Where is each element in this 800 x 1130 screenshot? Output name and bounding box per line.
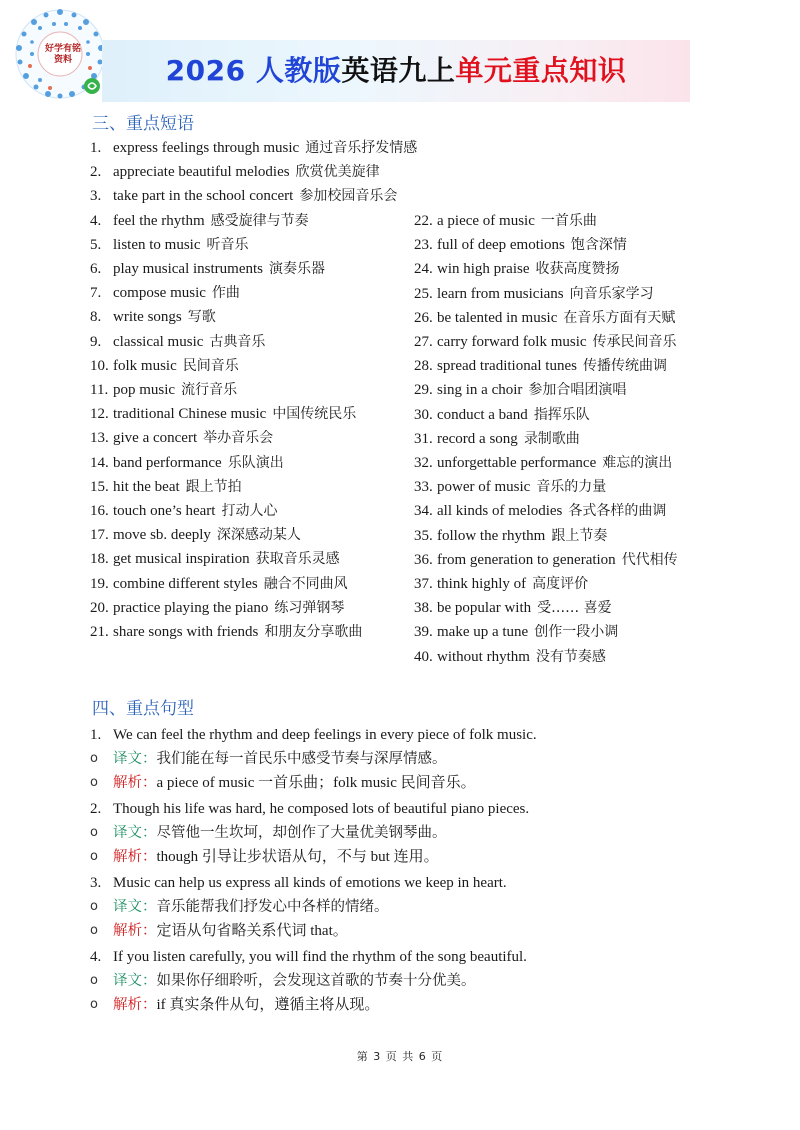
phrase-text	[113, 188, 397, 204]
phrase-text	[437, 503, 666, 519]
phrase-english: feel the rhythm	[113, 212, 205, 229]
phrase-item	[414, 427, 734, 451]
phrase-english: carry forward folk music	[437, 334, 587, 351]
phrase-chinese: 听音乐	[206, 236, 249, 253]
phrase-item	[90, 426, 400, 450]
phrase-number: 4.	[90, 212, 102, 229]
phrase-number: 8.	[90, 309, 102, 326]
sentence-number: 4.	[90, 949, 102, 965]
phrase-number: 29.	[414, 382, 433, 399]
phrase-item	[90, 209, 400, 233]
phrase-text	[113, 164, 380, 180]
phrase-item	[90, 160, 400, 184]
phrase-chinese: 写歌	[187, 309, 216, 326]
phrase-number: 35.	[414, 527, 433, 544]
phrase-item	[90, 257, 400, 281]
sentence-block	[90, 798, 730, 869]
phrase-number: 31.	[414, 430, 433, 447]
translation-line	[90, 895, 730, 919]
analysis-label: 解析：	[113, 923, 157, 939]
phrase-number: 40.	[414, 648, 433, 665]
phrase-english: all kinds of melodies	[437, 503, 563, 520]
phrase-item	[90, 499, 400, 523]
phrase-chinese: 录制歌曲	[523, 430, 580, 447]
phrase-item	[414, 354, 734, 378]
phrase-text	[113, 140, 417, 156]
phrase-english: be popular with	[437, 600, 532, 617]
phrase-number: 22.	[414, 213, 433, 229]
phrase-text	[437, 213, 597, 229]
phrase-text	[113, 527, 301, 543]
phrase-chinese: 高度评价	[532, 576, 589, 593]
analysis-label: 解析：	[113, 849, 157, 865]
phrase-chinese: 演奏乐器	[268, 261, 325, 278]
analysis-text: 定语从句省略关系代词 that。	[156, 923, 348, 939]
translation-line	[90, 969, 730, 993]
phrase-text	[113, 503, 277, 519]
phrase-text	[437, 237, 627, 253]
phrase-text	[113, 334, 265, 350]
translation-text: 音乐能帮我们抒发心中各样的情绪。	[156, 899, 389, 915]
phrase-english: listen to music	[113, 236, 201, 253]
phrase-text	[113, 358, 239, 374]
title-publisher: 人教版	[255, 54, 342, 87]
phrase-english: think highly of	[437, 576, 527, 593]
bullet-marker: o	[90, 923, 98, 938]
phrase-chinese: 跟上节奏	[551, 527, 608, 544]
phrase-english: unforgettable performance	[437, 455, 597, 472]
phrase-english: appreciate beautiful melodies	[113, 164, 290, 181]
phrase-item	[90, 330, 400, 354]
phrase-chinese: 作曲	[211, 285, 240, 302]
phrase-chinese: 深深感动某人	[216, 527, 301, 544]
phrase-text	[437, 455, 672, 471]
phrase-text	[113, 382, 237, 398]
phrase-text	[437, 310, 675, 326]
phrase-chinese: 在音乐方面有天赋	[563, 309, 676, 326]
phrase-number: 26.	[414, 309, 433, 326]
bullet-marker: o	[90, 849, 98, 864]
phrase-chinese: 通过音乐抒发情感	[305, 140, 418, 156]
phrase-number: 12.	[90, 406, 109, 423]
phrase-text	[437, 261, 619, 277]
phrase-chinese: 中国传统民乐	[272, 406, 357, 423]
phrase-text	[437, 479, 606, 495]
phrase-english: from generation to generation	[437, 551, 616, 568]
phrase-english: band performance	[113, 454, 222, 471]
phrase-number: 2.	[90, 164, 102, 181]
phrase-chinese: 民间音乐	[182, 357, 239, 374]
phrase-english: follow the rhythm	[437, 527, 546, 544]
phrase-number: 28.	[414, 358, 433, 375]
sentence-english	[90, 872, 730, 895]
phrase-english: hit the beat	[113, 478, 180, 495]
phrase-item	[90, 136, 418, 160]
phrase-number: 1.	[90, 140, 102, 156]
phrase-english: combine different styles	[113, 575, 258, 592]
phrase-item	[90, 451, 400, 475]
phrase-item	[414, 524, 734, 548]
phrase-number: 16.	[90, 503, 109, 520]
phrase-item	[414, 378, 734, 402]
section-heading-sentences: 四、重点句型	[92, 699, 194, 719]
bullet-marker: o	[90, 751, 98, 766]
phrase-item	[90, 305, 400, 329]
phrase-text	[113, 261, 325, 277]
analysis-label: 解析：	[113, 775, 157, 791]
sentence-number: 1.	[90, 727, 102, 743]
phrase-chinese: 受…… 喜爱	[537, 600, 612, 617]
phrase-english: make up a tune	[437, 624, 529, 641]
phrase-chinese: 参加校园音乐会	[299, 188, 398, 205]
phrase-english: classical music	[113, 333, 204, 350]
phrase-item	[414, 209, 734, 233]
phrase-number: 18.	[90, 551, 109, 568]
phrase-number: 30.	[414, 406, 433, 423]
phrase-item	[414, 233, 734, 257]
logo-text-line2: 资料	[53, 55, 72, 65]
phrase-english: take part in the school concert	[113, 188, 294, 205]
phrase-text	[113, 213, 309, 229]
phrase-chinese: 一首乐曲	[540, 213, 597, 229]
bullet-marker: o	[90, 825, 98, 840]
phrase-text	[113, 600, 344, 616]
phrase-chinese: 传承民间音乐	[592, 334, 677, 351]
phrase-text	[113, 309, 216, 325]
phrase-text	[437, 334, 677, 350]
phrase-list-left	[90, 136, 418, 644]
sentence-block	[90, 724, 730, 795]
sentence-text: We can feel the rhythm and deep feelings in every piece of folk music.	[113, 727, 537, 743]
phrase-text	[113, 479, 242, 495]
translation-text: 尽管他一生坎坷，却创作了大量优美钢琴曲。	[156, 825, 447, 841]
phrase-text	[113, 237, 249, 253]
phrase-item	[414, 306, 734, 330]
phrase-item	[90, 354, 400, 378]
phrase-list-right	[414, 209, 734, 669]
sentence-text: If you listen carefully, you will find the rhythm of the song beautiful.	[113, 949, 527, 965]
phrase-number: 14.	[90, 454, 109, 471]
phrase-item	[90, 233, 400, 257]
phrase-english: full of deep emotions	[437, 237, 565, 254]
phrase-text	[113, 551, 340, 567]
phrase-number: 20.	[90, 599, 109, 616]
translation-text: 如果你仔细聆听，会发现这首歌的节奏十分优美。	[156, 973, 476, 989]
phrase-chinese: 代代相传	[621, 551, 678, 568]
analysis-label: 解析：	[113, 997, 157, 1013]
phrase-chinese: 练习弹钢琴	[274, 599, 345, 616]
analysis-text: if 真实条件从句，遵循主将从现。	[156, 997, 380, 1013]
phrase-text	[113, 430, 273, 446]
phrase-text	[113, 620, 400, 644]
phrase-english: pop music	[113, 382, 176, 399]
phrase-item	[414, 572, 734, 596]
phrase-text	[437, 576, 588, 592]
phrase-chinese: 融合不同曲风	[263, 575, 348, 592]
phrase-chinese: 感受旋律与节奏	[210, 212, 309, 229]
phrase-english: touch one’s heart	[113, 503, 216, 520]
phrase-english: sing in a choir	[437, 382, 523, 399]
phrase-item	[90, 596, 400, 620]
translation-label: 译文：	[113, 751, 157, 767]
page-title	[102, 40, 690, 102]
sentence-number: 3.	[90, 875, 102, 891]
phrase-text	[437, 431, 580, 447]
phrase-english: spread traditional tunes	[437, 358, 577, 375]
phrase-number: 6.	[90, 261, 102, 278]
phrase-english: practice playing the piano	[113, 599, 269, 616]
sentence-english	[90, 724, 730, 747]
phrase-chinese: 跟上节拍	[185, 478, 242, 495]
sentence-english	[90, 798, 730, 821]
phrase-item	[90, 475, 400, 499]
phrase-english: without rhythm	[437, 648, 530, 665]
sentence-block	[90, 946, 730, 1017]
phrase-number: 33.	[414, 479, 433, 496]
phrase-chinese: 向音乐家学习	[569, 285, 654, 302]
phrase-item	[414, 548, 734, 572]
phrase-chinese: 收获高度赞扬	[535, 261, 620, 278]
phrase-text	[437, 600, 612, 616]
phrase-english: be talented in music	[437, 309, 558, 326]
translation-label: 译文：	[113, 899, 157, 915]
phrase-chinese: 古典音乐	[209, 333, 266, 350]
phrase-number: 19.	[90, 575, 109, 592]
analysis-text: though 引导让步状语从句，不与 but 连用。	[156, 849, 439, 865]
phrase-english: play musical instruments	[113, 261, 263, 278]
phrase-number: 23.	[414, 237, 433, 254]
phrase-number: 11.	[90, 382, 109, 399]
logo-text-line1: 好学有铭	[44, 44, 81, 54]
phrase-number: 25.	[414, 285, 433, 302]
bullet-marker: o	[90, 775, 98, 790]
phrase-english: folk music	[113, 357, 177, 374]
phrase-number: 9.	[90, 333, 102, 350]
translation-label: 译文：	[113, 973, 157, 989]
title-topic: 单元重点知识	[455, 54, 627, 87]
phrase-english: compose music	[113, 285, 206, 302]
phrase-text	[437, 358, 667, 374]
phrase-item	[414, 645, 734, 669]
phrase-number: 13.	[90, 430, 109, 447]
phrase-english: get musical inspiration	[113, 551, 250, 568]
phrase-number: 34.	[414, 503, 433, 520]
translation-label: 译文：	[113, 825, 157, 841]
phrase-number: 17.	[90, 527, 109, 544]
phrase-english: learn from musicians	[437, 285, 564, 302]
phrase-item	[90, 620, 400, 644]
phrase-item	[90, 523, 400, 547]
phrase-item	[90, 547, 400, 571]
phrase-chinese: 举办音乐会	[203, 430, 274, 447]
phrase-number: 24.	[414, 261, 433, 278]
phrase-number: 5.	[90, 236, 102, 253]
phrase-item	[414, 475, 734, 499]
phrase-english: move sb. deeply	[113, 527, 211, 544]
phrase-number: 38.	[414, 600, 433, 617]
phrase-item	[90, 402, 400, 426]
brand-logo	[10, 4, 110, 104]
analysis-line	[90, 919, 730, 943]
phrase-chinese: 欣赏优美旋律	[295, 164, 380, 181]
phrase-english: conduct a band	[437, 406, 528, 423]
section-heading-phrases: 三、重点短语	[92, 114, 194, 134]
phrase-number: 3.	[90, 188, 102, 205]
phrase-number: 32.	[414, 455, 433, 472]
phrase-chinese: 没有节奏感	[535, 648, 606, 665]
translation-line	[90, 747, 730, 771]
phrase-item	[90, 281, 400, 305]
phrase-chinese: 指挥乐队	[533, 406, 590, 423]
phrase-text	[113, 285, 240, 301]
phrase-english: a piece of music	[437, 213, 535, 229]
phrase-english: share songs with friends	[113, 624, 259, 641]
bullet-marker: o	[90, 973, 98, 988]
phrase-chinese: 传播传统曲调	[582, 358, 667, 375]
phrase-english: traditional Chinese music	[113, 406, 267, 423]
phrase-chinese: 音乐的力量	[536, 479, 607, 496]
bullet-marker: o	[90, 997, 98, 1012]
phrase-number: 10.	[90, 357, 109, 374]
phrase-item	[90, 378, 400, 402]
sentence-text: Though his life was hard, he composed lots of beautiful piano pieces.	[113, 801, 530, 817]
phrase-chinese: 各式各样的曲调	[568, 503, 667, 520]
analysis-text: a piece of music 一首乐曲；folk music 民间音乐。	[156, 775, 476, 791]
phrase-english: win high praise	[437, 261, 530, 278]
title-year: 2026	[165, 54, 246, 87]
page-footer: 第 3 页 共 6 页	[356, 1050, 444, 1063]
phrase-text	[437, 528, 607, 544]
title-subject: 英语九上	[341, 54, 456, 87]
phrase-number: 15.	[90, 478, 109, 495]
sentence-number: 2.	[90, 801, 102, 817]
phrase-item	[414, 451, 734, 475]
phrase-item	[90, 572, 400, 596]
sentence-english	[90, 946, 730, 969]
translation-text: 我们能在每一首民乐中感受节奏与深厚情感。	[156, 751, 447, 767]
sentence-block	[90, 872, 730, 943]
sentence-text: Music can help us express all kinds of emotions we keep in heart.	[113, 875, 507, 891]
analysis-line	[90, 845, 730, 869]
phrase-english: give a concert	[113, 430, 198, 447]
phrase-chinese: 和朋友分享歌曲	[264, 624, 363, 641]
phrase-text	[437, 649, 606, 665]
phrase-english: express feelings through music	[113, 140, 300, 156]
phrase-item	[414, 403, 734, 427]
analysis-line	[90, 993, 730, 1017]
phrase-number: 36.	[414, 551, 433, 568]
phrase-text	[437, 552, 678, 568]
phrase-chinese: 创作一段小调	[534, 624, 619, 641]
phrase-item	[414, 282, 734, 306]
phrase-chinese: 获取音乐灵感	[255, 551, 340, 568]
phrase-text	[113, 576, 348, 592]
bullet-marker: o	[90, 899, 98, 914]
translation-line	[90, 821, 730, 845]
phrase-text	[437, 407, 590, 423]
phrase-number: 39.	[414, 624, 433, 641]
page-header	[8, 4, 688, 108]
phrase-number: 37.	[414, 576, 433, 593]
phrase-item	[414, 499, 734, 523]
analysis-line	[90, 771, 730, 795]
phrase-item	[414, 257, 734, 281]
phrase-number: 27.	[414, 334, 433, 351]
phrase-text	[113, 455, 284, 471]
phrase-text	[437, 382, 626, 398]
phrase-item	[90, 184, 400, 208]
title-banner	[102, 40, 690, 102]
sentence-list	[90, 722, 730, 1020]
phrase-item	[414, 330, 734, 354]
phrase-chinese: 参加合唱团演唱	[528, 382, 627, 399]
phrase-chinese: 饱含深情	[570, 237, 627, 254]
phrase-number: 21.	[90, 624, 109, 641]
phrase-text	[113, 406, 356, 422]
phrase-number: 7.	[90, 285, 102, 302]
phrase-text	[437, 286, 654, 302]
phrase-text	[437, 624, 618, 640]
phrase-chinese: 打动人心	[221, 503, 278, 520]
phrase-chinese: 乐队演出	[227, 454, 284, 471]
phrase-english: write songs	[113, 309, 182, 326]
phrase-english: power of music	[437, 479, 531, 496]
phrase-item	[414, 620, 734, 644]
phrase-chinese: 流行音乐	[181, 382, 238, 399]
phrase-chinese: 难忘的演出	[602, 455, 673, 472]
phrase-english: record a song	[437, 430, 518, 447]
phrase-item	[414, 596, 734, 620]
